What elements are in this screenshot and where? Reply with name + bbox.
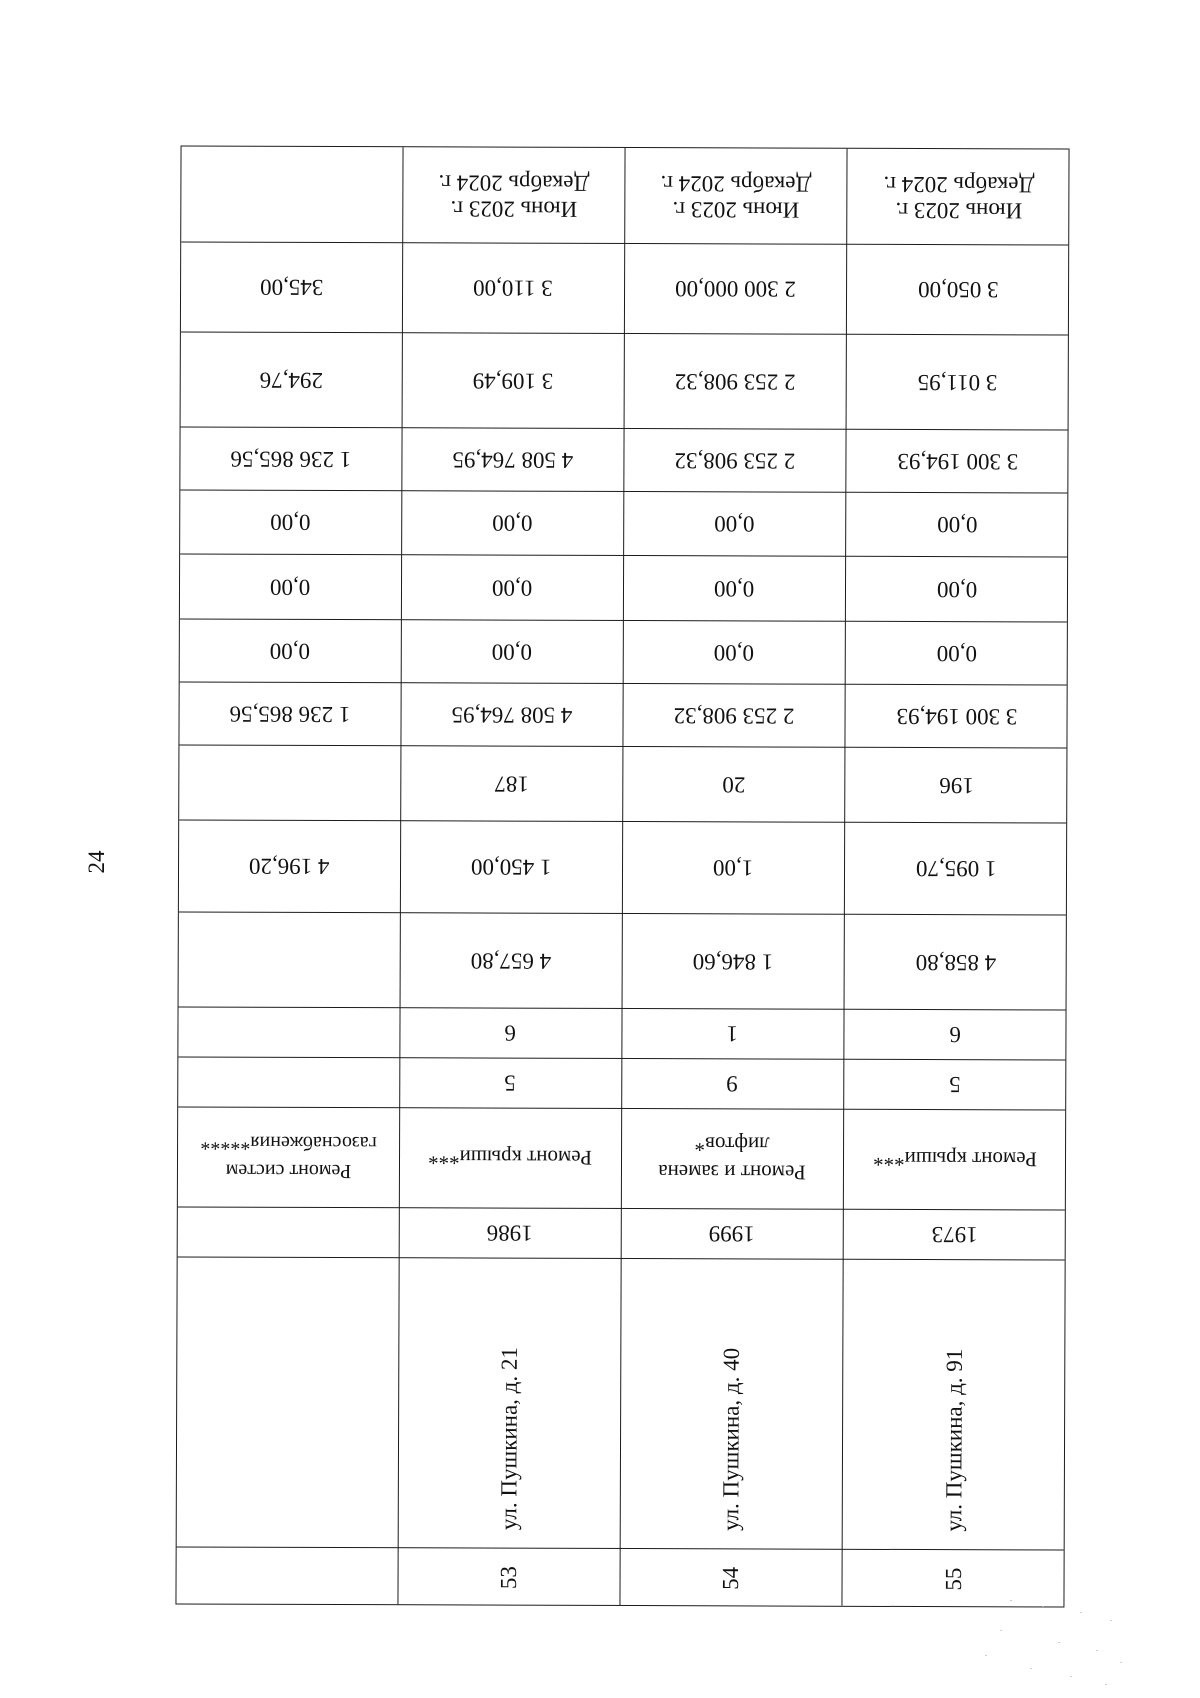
residents-cell: 196 (939, 772, 974, 798)
fund-1-cell: 0,00 (713, 639, 754, 665)
year-cell (178, 1206, 399, 1257)
entrances-cell: 6 (504, 1020, 517, 1046)
total-cost-cell: 1 236 865,56 (229, 701, 351, 727)
residents-cell: 20 (721, 771, 745, 797)
work-type-cell: Ремонт крыши*** (873, 1146, 1038, 1172)
owners-funds-cell: 2 253 908,32 (674, 447, 795, 474)
owners-funds-cell: 3 300 194,93 (897, 448, 1018, 474)
floors-cell: 5 (949, 1072, 962, 1098)
total-cost-cell: 2 253 908,32 (673, 702, 794, 729)
max-cost-cell: 3 050,00 (917, 277, 999, 303)
row-number-cell (176, 1546, 397, 1606)
fund-3-cell: 0,00 (714, 511, 755, 537)
floors-cell: 9 (726, 1071, 739, 1097)
area-cell: 1 846,60 (692, 948, 773, 975)
page-number: 24 (84, 850, 109, 874)
period-cell (181, 146, 402, 242)
fund-1-cell: 0,00 (936, 640, 977, 666)
period-end: Декабрь 2024 г. (882, 171, 1034, 197)
specific-cost-cell: 294,76 (259, 367, 323, 393)
work-type-cell: Ремонт систем газоснабжения***** (200, 1131, 377, 1183)
fund-2-cell: 0,00 (936, 576, 978, 602)
floors-cell: 5 (504, 1070, 517, 1096)
residents-cell (179, 744, 400, 820)
work-type-cell: Ремонт и замена лифтов* (658, 1132, 806, 1185)
period-start: Июнь 2023 г. (671, 196, 799, 223)
period-end: Декабрь 2024 г. (659, 170, 811, 197)
entrances-cell: 1 (726, 1021, 739, 1047)
row-number-cell: 54 (717, 1566, 743, 1590)
year-cell: 1986 (486, 1220, 533, 1246)
entrances-cell: 6 (949, 1022, 962, 1048)
address-cell: ул. Пушкина, д. 21 (495, 1347, 522, 1531)
period-cell (846, 149, 1070, 245)
fund-3-cell: 0,00 (492, 510, 533, 536)
living-area-cell: 4 196,20 (249, 853, 330, 879)
year-cell: 1999 (708, 1221, 755, 1247)
period-start: Июнь 2023 г. (449, 195, 577, 222)
area-cell: 4 858,80 (915, 949, 996, 975)
living-area-cell: 1,00 (712, 855, 754, 881)
residents-cell: 187 (494, 771, 529, 797)
living-area-cell: 1 450,00 (470, 854, 552, 880)
period-cell (624, 148, 846, 244)
fund-1-cell: 0,00 (270, 638, 311, 664)
address-cell (177, 1256, 399, 1547)
max-cost-cell: 2 300 000,00 (674, 276, 796, 302)
fund-1-cell: 0,00 (491, 639, 532, 665)
fund-3-cell: 0,00 (270, 509, 311, 535)
specific-cost-cell: 2 253 908,32 (674, 368, 796, 395)
fund-2-cell: 0,00 (713, 575, 755, 601)
address-cell: ул. Пушкина, д. 91 (940, 1348, 967, 1532)
housing-repair-table (175, 145, 1069, 1607)
period-end: Декабрь 2024 г. (437, 169, 589, 196)
total-cost-cell: 3 300 194,93 (896, 703, 1017, 729)
address-cell: ул. Пушкина, д. 40 (717, 1347, 744, 1531)
area-cell: 4 657,80 (470, 947, 551, 974)
year-cell: 1973 (931, 1222, 978, 1248)
work-type-cell: Ремонт крыши*** (428, 1145, 593, 1170)
fund-3-cell: 0,00 (937, 512, 978, 538)
specific-cost-cell: 3 011,95 (917, 369, 998, 395)
area-cell (179, 911, 400, 1007)
fund-2-cell: 0,00 (491, 575, 533, 601)
period-start: Июнь 2023 г. (894, 197, 1022, 223)
floors-cell (178, 1056, 399, 1107)
entrances-cell (178, 1006, 399, 1057)
row-number-cell: 55 (940, 1567, 966, 1591)
owners-funds-cell: 4 508 764,95 (452, 446, 573, 473)
total-cost-cell: 4 508 764,95 (451, 701, 572, 728)
living-area-cell: 1 095,70 (915, 856, 997, 882)
specific-cost-cell: 3 109,49 (472, 367, 554, 394)
owners-funds-cell: 1 236 865,56 (230, 446, 352, 472)
max-cost-cell: 3 110,00 (473, 275, 553, 301)
fund-2-cell: 0,00 (270, 574, 311, 600)
row-number-cell: 53 (495, 1565, 521, 1589)
max-cost-cell: 345,00 (259, 274, 324, 300)
period-cell (402, 147, 624, 243)
